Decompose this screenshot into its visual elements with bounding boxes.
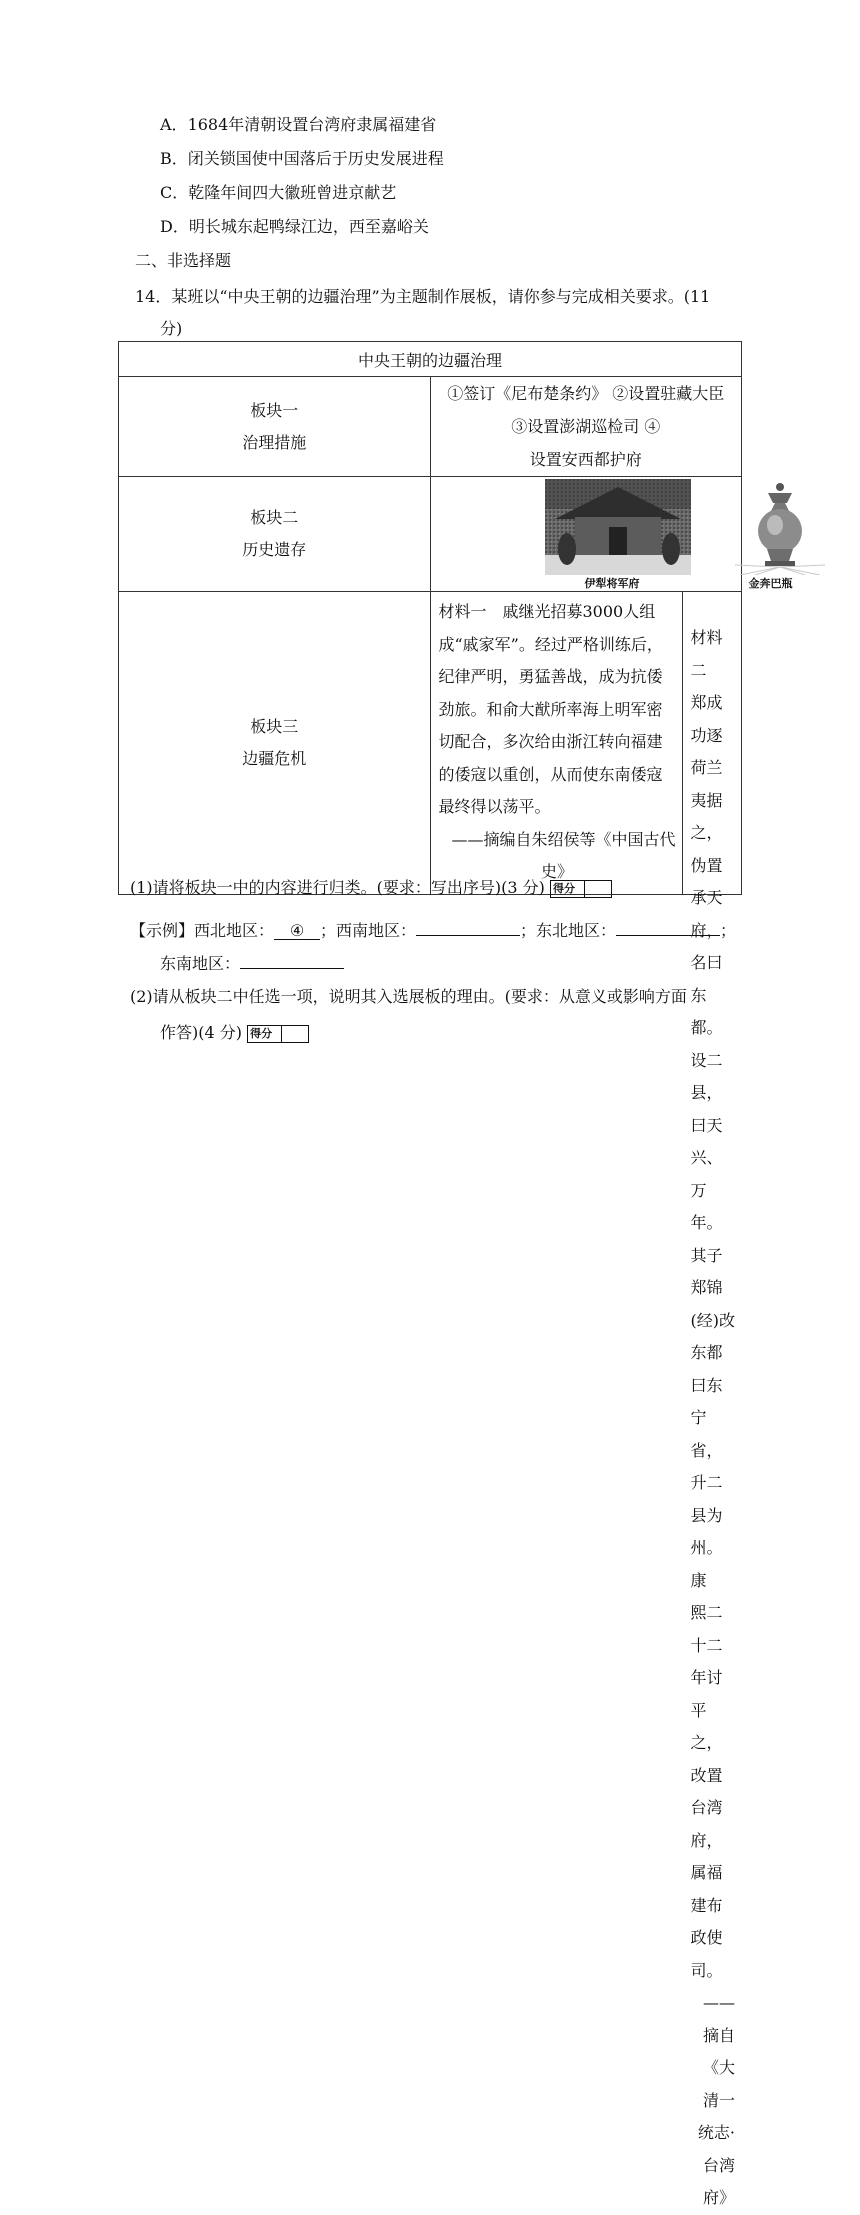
panel-title: 中央王朝的边疆治理 <box>119 342 742 377</box>
material-one: 材料一 戚继光招募3000人组 成“戚家军”。经过严格训练后， 纪律严明，勇猛善战，成为抗倭 劲旅。和俞大猷所率海上明军密 切配合，多次给由浙江转向福建 的倭寇以重创，从而使东南倭寇 最终得以荡平。 ——摘编自朱绍侯等《中国古代 史》 <box>431 592 683 894</box>
southwest-blank[interactable] <box>416 935 520 936</box>
yili-general-mansion-photo <box>545 479 691 575</box>
example-line: 【示例】西北地区： ④ ；西南地区： ；东北地区： ； <box>130 921 737 940</box>
southeast-line: 东南地区： <box>160 951 344 974</box>
photo-caption-urn: 金奔巴瓶 <box>748 577 793 590</box>
sub-question-2: (2)请从板块二中任选一项，说明其入选展板的理由。(要求：从意义或影响方面 <box>130 987 687 1006</box>
score-box-2[interactable]: 得分 <box>247 1025 309 1043</box>
sub-question-2-cont: 作答)(4 分) 得分 <box>160 1020 309 1043</box>
photo-caption-yili: 伊犁将军府 <box>584 577 640 590</box>
block3-label: 板块三 边疆危机 <box>119 592 431 895</box>
golden-urn-photo <box>735 479 825 575</box>
section-heading: 二、非选择题 <box>135 251 232 270</box>
sub-question-1: (1)请将板块一中的内容进行归类。(要求：写出序号)(3 分) 得分 <box>130 875 612 898</box>
block1-content: ①签订《尼布楚条约》 ②设置驻藏大臣 ③设置澎湖巡检司 ④ 设置安西都护府 <box>430 377 742 477</box>
option-d: D．明长城东起鸭绿江边，西至嘉峪关 <box>160 217 429 236</box>
block2-content <box>430 477 793 592</box>
northeast-blank[interactable] <box>616 935 720 936</box>
block1-label: 板块一 治理措施 <box>119 377 431 477</box>
material-two-source: ——摘自《大清一统志·台湾府》 <box>697 1993 735 2207</box>
block2-label: 板块二 历史遗存 <box>119 477 431 592</box>
score-box[interactable]: 得分 <box>550 880 612 898</box>
option-a: A．1684年清朝设置台湾府隶属福建省 <box>160 115 437 134</box>
northwest-answer: ④ <box>274 923 320 940</box>
question-title: 14．某班以“中央王朝的边疆治理”为主题制作展板，请你参与完成相关要求。(11 <box>135 287 711 306</box>
material-two: 材料二 郑成功逐荷兰夷据之， 伪置承天府，名曰东都。设二县， 曰天兴、万年。其子郑锦(经)改 东都曰东宁省，升二县为州。康 熙二十二年讨平之，改置台湾 府，属福建布政使司。 ——摘自《大清一统志·台湾府》 <box>683 592 742 894</box>
southeast-blank[interactable] <box>240 968 344 969</box>
material-one-source: ——摘编自朱绍侯等《中国古代 <box>451 829 676 849</box>
option-c: C．乾隆年间四大徽班曾进京献艺 <box>160 183 397 202</box>
question-title-cont: 分) <box>160 319 183 338</box>
option-b: B．闭关锁国使中国落后于历史发展进程 <box>160 149 444 168</box>
